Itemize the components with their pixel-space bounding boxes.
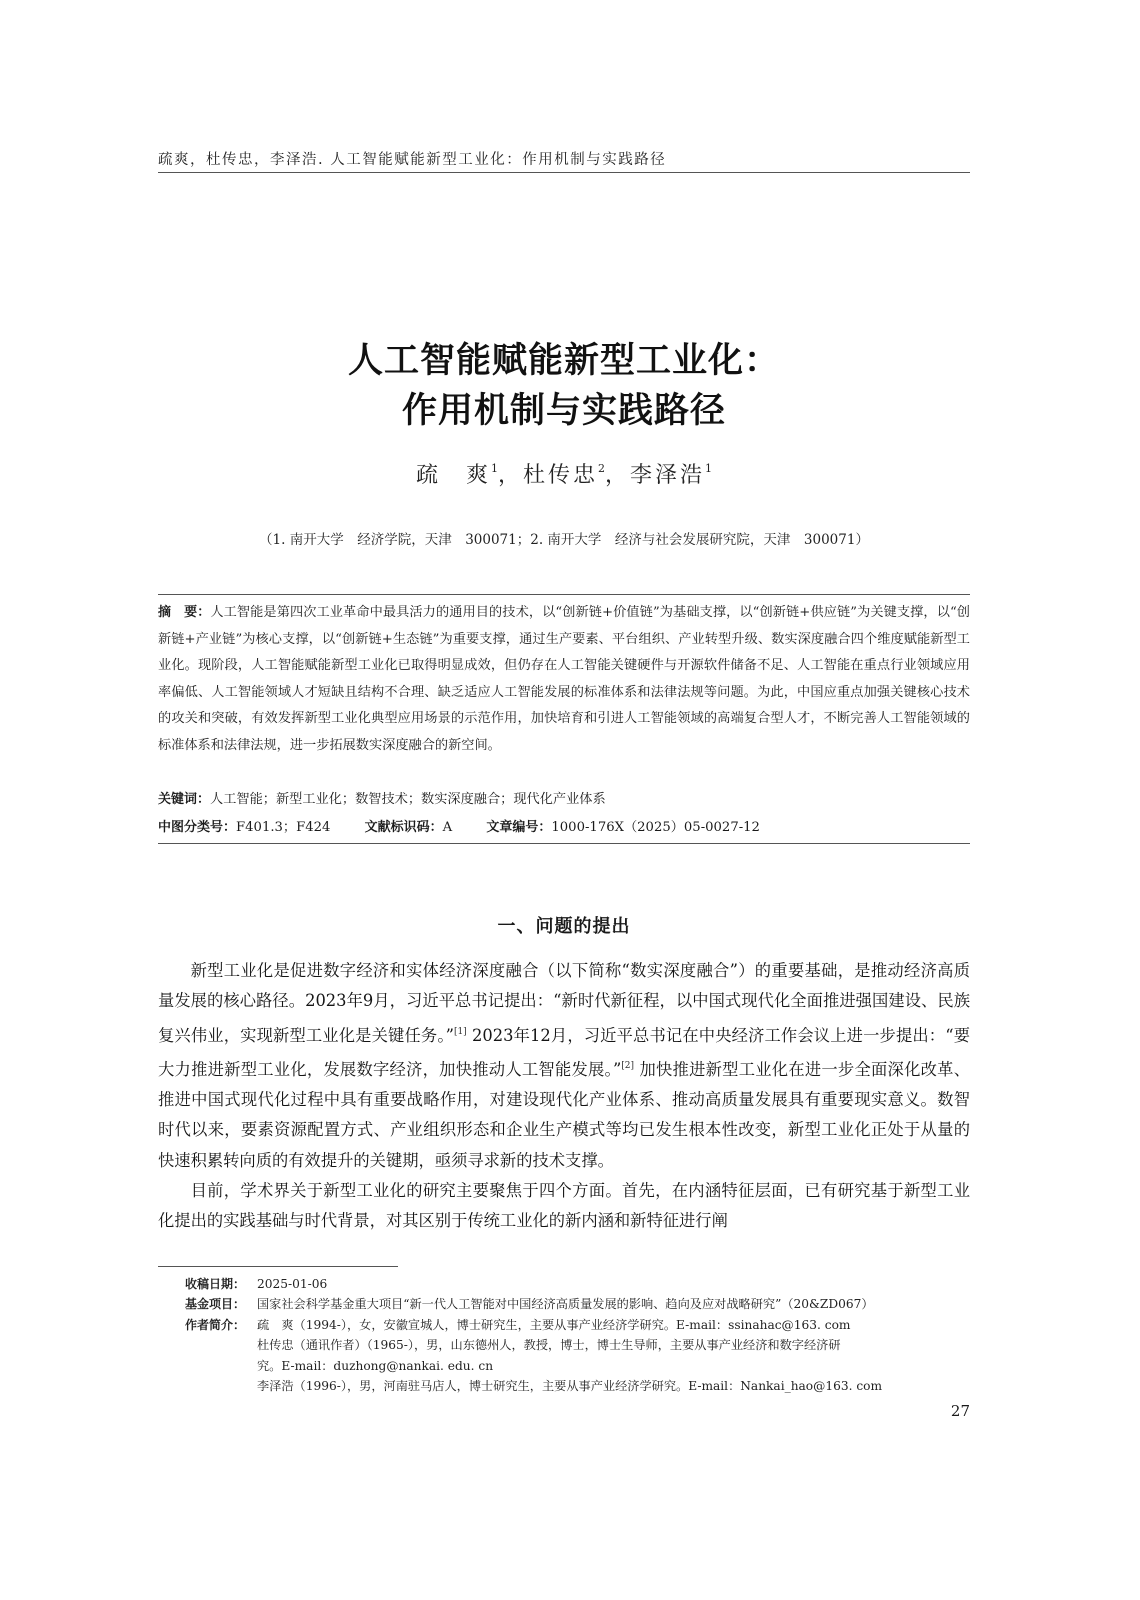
body-paragraph: 目前，学术界关于新型工业化的研究主要聚焦于四个方面。首先，在内涵特征层面，已有研究基于新型工业化提出的实践基础与时代背景，对其区别于传统工业化的新内涵和新特征进行阐	[158, 1181, 970, 1231]
footnote-author-3: 李泽浩（1996-），男，河南驻马店人，博士研究生，主要从事产业经济学研究。E-mail：Nankai_hao@163. com	[257, 1379, 883, 1394]
author-name: 疏 爽	[415, 463, 491, 488]
paper-title	[158, 336, 970, 436]
section-heading: 一、问题的提出	[497, 916, 631, 937]
footnote-fund: 基金项目： 国家社会科学基金重大项目“新一代人工智能对中国经济高质量发展的影响、趋向及应对战略研究”（20&ZD067）	[185, 1297, 874, 1312]
footnote-rule	[158, 1266, 398, 1267]
keywords-text: 人工智能；新型工业化；数智技术；数实深度融合；现代化产业体系	[210, 792, 606, 807]
keywords-label: 关键词：	[158, 792, 211, 807]
body-text	[158, 956, 970, 1237]
affiliations: （1. 南开大学 经济学院，天津 300071；2. 南开大学 经济与社会发展研究院，天津 300071）	[259, 532, 869, 548]
author-affiliation-mark: 1	[705, 462, 713, 475]
abstract-bottom-rule	[158, 843, 970, 844]
page-number: 27	[950, 1402, 970, 1420]
document-code: 文献标识码：A	[364, 820, 453, 835]
footnote-received: 收稿日期： 2025-01-06	[185, 1277, 328, 1291]
footnote-authors: 作者简介： 疏 爽（1994-），女，安徽宣城人，博士研究生，主要从事产业经济学研究。E-mail：ssinahac@163. com	[185, 1317, 851, 1332]
keywords	[158, 788, 970, 807]
author-separator: ，	[497, 463, 523, 488]
author-affiliation-mark: 1	[490, 462, 498, 475]
abstract	[158, 600, 970, 760]
author-list	[158, 458, 970, 489]
citation-ref[interactable]: [2]	[621, 1060, 635, 1071]
title-line-2: 作用机制与实践路径	[401, 391, 726, 431]
clc-number: 中图分类号：F401.3；F424	[158, 820, 331, 835]
abstract-label: 摘 要：	[158, 605, 211, 620]
author-separator: ，	[605, 463, 631, 488]
footnote-author-2-cont: 究。E-mail：duzhong@nankai. edu. cn	[257, 1358, 494, 1373]
article-number: 文章编号：1000-176X（2025）05-0027-12	[486, 820, 760, 835]
title-line-1: 人工智能赋能新型工业化：	[347, 341, 780, 381]
author-name: 杜传忠	[522, 463, 598, 488]
body-paragraph: 新型工业化是促进数字经济和实体经济深度融合（以下简称“数实深度融合”）的重要基础，是推动经济高质量发展的核心路径。2023年9月，习近平总书记提出：“新时代新征程，以中国式现代化全面推进强国建设、民族复兴伟业，实现新型工业化是关键任务。”[1] 2023年12月，习近平总书记在中央经济工作会议上进一步提出：“要大力推进新型工业化，发展数字经济，加快推动人工智能发展。”[2] 加快推进新型工业化在进一步全面深化改革、推进中国式现代化过程中具有重要战略作用，对建设现代化产业体系、推动高质量发展具有重要现实意义。数智时代以来，要素资源配置方式、产业组织形态和企业生产模式等均已发生根本性改变，新型工业化正处于从量的快速积累转向质的有效提升的关键期，亟须寻求新的技术支撑。	[158, 961, 970, 1170]
classification-line	[158, 816, 970, 835]
author-affiliation-mark: 2	[598, 462, 605, 475]
footnotes	[185, 1274, 970, 1396]
header-rule	[158, 172, 970, 173]
abstract-text: 人工智能是第四次工业革命中最具活力的通用目的技术，以“创新链+价值链”为基础支撑，以“创新链+供应链”为关键支撑，以“创新链+产业链”为核心支撑，以“创新链+生态链”为重要支撑，通过生产要素、平台组织、产业转型升级、数实深度融合四个维度赋能新型工业化。现阶段，人工智能赋能新型工业化已取得明显成效，但仍存在人工智能关键硬件与开源软件储备不足、人工智能在重点行业领域应用率偏低、人工智能领域人才短缺且结构不合理、缺乏适应人工智能发展的标准体系和法律法规等问题。为此，中国应重点加强关键核心技术的攻关和突破，有效发挥新型工业化典型应用场景的示范作用，加快培育和引进人工智能领域的高端复合型人才，不断完善人工智能领域的标准体系和法律法规，进一步拓展数实深度融合的新空间。	[158, 605, 970, 753]
author-name: 李泽浩	[630, 463, 706, 488]
running-head: 疏爽，杜传忠，李泽浩. 人工智能赋能新型工业化：作用机制与实践路径	[158, 152, 667, 168]
citation-ref[interactable]: [1]	[453, 1026, 467, 1037]
abstract-top-rule	[158, 594, 970, 595]
footnote-author-2: 杜传忠（通讯作者）（1965-），男，山东德州人，教授，博士，博士生导师，主要从事产业经济和数字经济研	[257, 1338, 841, 1353]
